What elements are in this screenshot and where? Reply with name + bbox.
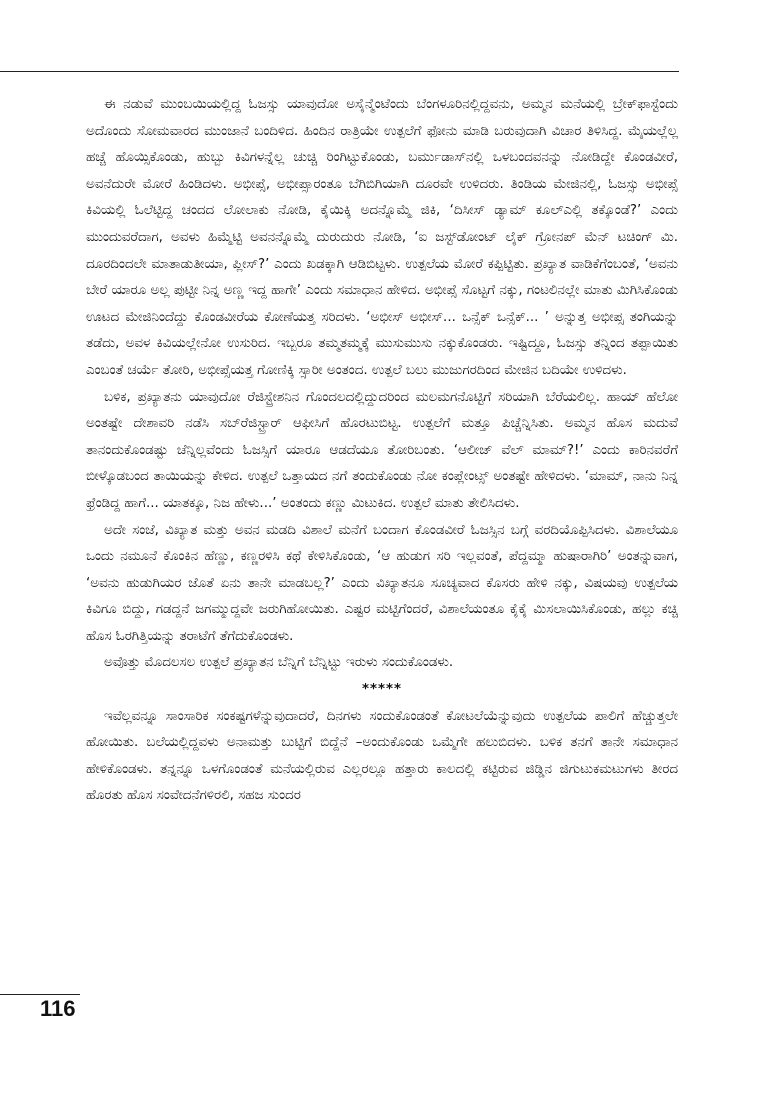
paragraph: ಅವೊತ್ತು ಮೊದಲಸಲ ಉತ್ಪಲೆ ಪ್ರಖ್ಯಾತನ ಬೆನ್ನಿಗೆ ಬೆನ್ನಿಟ್ಟು ಇರುಳು ಸಂದುಕೊಂಡಳು. [104,655,454,671]
page-body [86,92,678,810]
page-number-rule [0,994,80,995]
page-number: 116 [40,996,76,1021]
paragraph: ಈ ನಡುವೆ ಮುಂಬಯಿಯಲ್ಲಿದ್ದ ಓಜಸ್ಸು ಯಾವುದೋ ಅಸೈನ್ಮೆಂಟೆಂದು ಬೆಂಗಳೂರಿನಲ್ಲಿದ್ದವನು, ಅಮ್ಮನ ಮನೆಯಲ್ಲಿ ಬ್ರೇಕ್‌ಫಾಸ್ಟೆಂದು ಅದೊಂದು ಸೋಮವಾರದ ಮುಂಜಾನೆ ಬಂದಿಳಿದ. ಹಿಂದಿನ ರಾತ್ರಿಯೇ ಉತ್ಪಲೆಗೆ ಫೋನು ಮಾಡಿ ಬರುವುದಾಗಿ ವಿಚಾರ ತಿಳಿಸಿದ್ದ. ಮೈಯಲ್ಲೆಲ್ಲ ಹಚ್ಚೆ ಹೊಯ್ಸಿಕೊಂಡು, ಹುಬ್ಬು ಕಿವಿಗಳನ್ನೆಲ್ಲ ಚುಚ್ಚಿ ರಿಂಗಿಟ್ಟುಕೊಂಡು, ಬರ್ಮುಡಾಸ್‌ನಲ್ಲಿ ಒಳಬಂದವನನ್ನು ನೋಡಿದ್ದೇ ಕೊಂಡವೀರೆ, ಅವನೆದುರೇ ಮೋರೆ ಹಿಂಡಿದಳು. ಅಭೀಪ್ಸೆ, ಅಭೀಪ್ಸಾರಂತೂ ಬೆಗಿಬಿಗಿಯಾಗಿ ದೂರವೇ ಉಳಿದರು. ತಿಂಡಿಯ ಮೇಜಿನಲ್ಲಿ, ಓಜಸ್ಸು ಅಭೀಪ್ಸೆ ಕಿವಿಯಲ್ಲಿ ಓಲೆಟ್ಟಿದ್ದ ಚಂದದ ಲೋಲಾಕು ನೋಡಿ, ಕೈಯಿಕ್ಕಿ ಅದನ್ನೊಮ್ಮೆ ಜಿಕಿ, ‘ದಿಸೀಸ್ ಡ್ಯಾಮ್ ಕೂಲ್‌ಎಲ್ಲಿ ತಕ್ಕೊಂಡೆ?’ ಎಂದು ಮುಂದುವರೆದಾಗ, ಅವಳು ಹಿಮ್ಮೆಟ್ಟಿ ಅವನನ್ನೊಮ್ಮೆ ದುರುದುರು ನೋಡಿ, ‘ಐ ಜಸ್ಟ್‌ಡೋಂಟ್ ಲೈಕ್ ಗ್ರೋನಪ್ ಮೆನ್ ಟಚಿಂಗ್ ಮಿ. ದೂರದಿಂದಲೇ ಮಾತಾಡುತೀಯಾ, ಪ್ಲೀಸ್?’ ಎಂದು ಖಡಕ್ಕಾಗಿ ಆಡಿಬಿಟ್ಟಳು. ಉತ್ಪಲೆಯ ಮೋರೆ ಕಪ್ಪಿಟ್ಟಿತು. ಪ್ರಖ್ಯಾತ ವಾಡಿಕೆಗೆಂಬಂತೆ, ‘ಅವನು ಬೇರೆ ಯಾರೂ ಅಲ್ಲ ಪುಟ್ಟೀ ನಿನ್ನ ಅಣ್ಣ ಇದ್ದ ಹಾಗೇ’ ಎಂದು ಸಮಾಧಾನ ಹೇಳಿದ. ಅಭೀಪ್ಸೆ ಸೊಟ್ಟಗೆ ನಕ್ಕು, ಗಂಟಲಿನಲ್ಲೇ ಮಾತು ಮಿಗಿಸಿಕೊಂಡು ಊಟದ ಮೇಜಿನಿಂದೆದ್ದು ಕೊಂಡವೀರೆಯ ಕೋಣೆಯತ್ತ ಸರಿದಳು. ‘ಅಭೀಸ್ ಅಭೀಸ್... ಒನ್ಸೆಕ್ ಒನ್ಸೆಕ್... ’ ಅನ್ನುತ್ತ ಅಭೀಪ್ಸ ತಂಗಿಯನ್ನು ತಡೆದು, ಅವಳ ಕಿವಿಯಲ್ಲೇನೋ ಉಸುರಿದ. ಇಬ್ಬರೂ ತಮ್ಮತಮ್ಮಕ್ಕೆ ಮುಸುಮುಸು ನಕ್ಕುಕೊಂಡರು. ಇಷ್ಟಿದ್ದೂ, ಓಜಸ್ಸು ತನ್ನಿಂದ ತಪ್ಪಾಯಿತು ಎಂಬಂತೆ ಚರ್ಯೆ ತೋರಿ, ಅಭೀಪ್ಸೆಯತ್ತ ಗೋಣಿಕ್ಕಿ ಸ್ಸಾರೀ ಅಂತಂದ. ಉತ್ಪಲೆ ಬಲು ಮುಜುಗರದಿಂದ ಮೇಜಿನ ಬದಿಯೇ ಉಳಿದಳು. [86,97,678,378]
paragraph: ಅದೇ ಸಂಜೆ, ವಿಖ್ಯಾತ ಮತ್ತು ಅವನ ಮಡದಿ ವಿಶಾಲೆ ಮನೆಗೆ ಬಂದಾಗ ಕೊಂಡವೀರೆ ಓಜಸ್ಸಿನ ಬಗ್ಗೆ ವರದಿಯೊಪ್ಪಿಸಿದಳು. ವಿಶಾಲೆಯೂ ಒಂದು ನಮೂನೆ ಕೊಂಕಿನ ಹೆಣ್ಣು, ಕಣ್ಣರಳಿಸಿ ಕಥೆ ಕೇಳಿಸಿಕೊಂಡು, ‘ಆ ಹುಡುಗ ಸರಿ ಇಲ್ಲವಂತೆ, ಪೆದ್ದಮ್ಮಾ ಹುಷಾರಾಗಿರಿ’ ಅಂತನ್ನುವಾಗ, ‘ಅವನು ಹುಡುಗಿಯರ ಜೊತೆ ಏನು ತಾನೇ ಮಾಡಬಲ್ಲ?’ ಎಂದು ವಿಖ್ಯಾತನೂ ಸೂಚ್ಯವಾದ ಕೊಸರು ಹೇಳಿ ನಕ್ಕು, ವಿಷಯವು ಉತ್ಪಲೆಯ ಕಿವಿಗೂ ಬಿದ್ದು, ಗಡದ್ದನೆ ಜಗಮ್ಮುದ್ದವೇ ಜರುಗಿಹೋಯಿತು. ಎಷ್ಟರ ಮಟ್ಟಿಗೆಂದರೆ, ವಿಶಾಲೆಯಂತೂ ಕೈಕೈ ಮಿಸಲಾಯಿಸಿಕೊಂಡು, ಹಲ್ಲು ಕಚ್ಚಿ ಹೊಸ ಓರಗಿತ್ತಿಯನ್ನು ತರಾಟೆಗೆ ತೆಗೆದುಕೊಂಡಳು. [86,522,678,644]
paragraph: ಬಳಿಕ, ಪ್ರಖ್ಯಾತನು ಯಾವುದೋ ರೆಜಿಸ್ಟ್ರೇಶನಿನ ಗೊಂದಲದಲ್ಲಿದ್ದುದರಿಂದ ಮಲಮಗನೊಟ್ಟಿಗೆ ಸರಿಯಾಗಿ ಬೆರೆಯಲಿಲ್ಲ. ಹಾಯ್ ಹೆಲೋ ಅಂತಷ್ಟೇ ದೇಶಾವರಿ ನಡೆಸಿ ಸಬ್‌ರೆಜಿಸ್ಟ್ರಾರ್ ಆಫೀಸಿಗೆ ಹೊರಟುಬಿಟ್ಟ. ಉತ್ಪಲೆಗೆ ಮತ್ತೂ ಪಿಚ್ಚೆನ್ನಿಸಿತು. ಅಮ್ಮನ ಹೊಸ ಮದುವೆ ತಾನಂದುಕೊಂಡಷ್ಟು ಚೆನ್ನಿಲ್ಲವೆಂದು ಓಜಸ್ಸಿಗೆ ಯಾರೂ ಆಡದೆಯೂ ತೋರಿಬಂತು. ‘ಆಲೀಜ್ ವೆಲ್ ಮಾಮ್?!’ ಎಂದು ಕಾರಿನವರೆಗೆ ಬೀಳ್ಕೊಡಬಂದ ತಾಯಿಯನ್ನು ಕೇಳಿದ. ಉತ್ಪಲೆ ಒತ್ತಾಯದ ನಗೆ ತಂದುಕೊಂಡು ನೋ ಕಂಪ್ಲೇಂಟ್ಸ್ ಅಂತಷ್ಟೇ ಹೇಳಿದಳು. ‘ಮಾಮ್, ನಾನು ನಿನ್ನ ಫ್ರೆಂಡಿದ್ದ ಹಾಗೆ... ಯಾತಕ್ಕೂ, ನಿಜ ಹೇಳು...’ ಅಂತಂದು ಕಣ್ಣು ಮಿಟುಕಿದ. ಉತ್ಪಲೆ ಮಾತು ತೇಲಿಸಿದಳು. [86,389,678,511]
section-separator: ***** [361,682,402,698]
paragraph: ಇವೆಲ್ಲವನ್ನೂ ಸಾಂಸಾರಿಕ ಸಂಕಷ್ಟಗಳೆನ್ನುವುದಾದರೆ, ದಿನಗಳು ಸಂದುಕೊಂಡಂತೆ ಕೋಟಲೆಯೆನ್ನುವುದು ಉತ್ಪಲೆಯ ಪಾಲಿಗೆ ಹೆಚ್ಚುತ್ತಲೇ ಹೋಯಿತು. ಬಲೆಯಲ್ಲಿದ್ದವಳು ಅನಾಮತ್ತು ಬುಟ್ಟಿಗೆ ಬಿದ್ದೆನೆ –ಅಂದುಕೊಂಡು ಒಮ್ಮೆಗೇ ಹಲುಬಿದಳು. ಬಳಿಕ ತನಗೆ ತಾನೇ ಸಮಾಧಾನ ಹೇಳಿಕೊಂಡಳು. ತನ್ನನ್ನೂ ಒಳಗೊಂಡಂತೆ ಮನೆಯಲ್ಲಿರುವ ಎಲ್ಲರಲ್ಲೂ ಹತ್ತಾರು ಕಾಲದಲ್ಲಿ ಕಟ್ಟಿರುವ ಜಿಡ್ಡಿನ ಜಿಗುಟುಕಮಟುಗಳು ತೀರದ ಹೊರತು ಹೊಸ ಸಂವೇದನೆಗಳಿರಲಿ, ಸಹಜ ಸುಂದರ [86,708,678,804]
top-rule [0,71,679,72]
